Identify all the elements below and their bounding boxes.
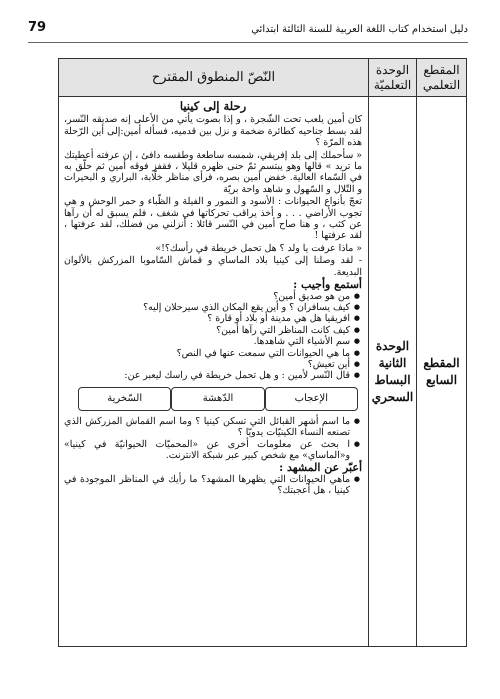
- story-paragraph: كان أمين يلعب تحت الشّجرة ، و إذا بصوت يأتي من الأعلى إنه صديقه النّسر، لقد بسط جناحيه كطائرة ضخمة و نزل بين قدميه، فسأله أمين:إلى أين الرّحلة هذه المرّة ؟: [64, 114, 362, 149]
- story-paragraph: « ماذا عرفت يا ولد ؟ هل تحمل خريطة في رأسك؟!»: [155, 242, 362, 254]
- question-item: ● ما هي الحيوانات التي سمعت عنها في النص؟: [64, 348, 350, 359]
- question-item: ● سم الأشياء التي شاهدها.: [64, 336, 350, 347]
- questions-list: [64, 291, 362, 382]
- question-item: ● قال النّسر لأمين : و هل تحمل خريطة في راسك ليعبر عن:: [64, 370, 350, 381]
- header-unit: الوحدة التعلميّة: [369, 59, 417, 97]
- questions-heading: أستمع وأجيب :: [293, 278, 362, 292]
- page-header: [28, 22, 468, 38]
- question-item: ● أين تعيش؟: [64, 359, 350, 370]
- scene-item: ● ماهي الحيوانات التي يظهرها المشهد؟ ما رأيك في المناظر الموجودة في كينيا ، هل أعجبتك؟: [64, 474, 350, 497]
- question-item: ● من هو صديق أمين؟: [64, 291, 350, 302]
- lesson-table: [58, 58, 467, 647]
- story-paragraph: « سأحملك إلى بلد إفريقي، شمسه ساطعة وطقسه دافئ ، إن عرفته أعطيتك ما تريد » قالها وهو يبتسم ثمّ حنى ظهره قليلا ، فقفز فوقه أمين ثم حلّق به في السّماء العالية. خفض أمين بصره، فرأى مناظر خلّابة، البراري و البحيرات و التّلال و السّهول و شاهد واحة بريّة: [64, 149, 362, 195]
- header-segment: المقطع التعلمي: [417, 59, 467, 97]
- story-paragraph: - لقد وصلنا إلى كينيا بلاد الماساي و قماش السّاموبا المزركش بالألوان البديعة.: [64, 255, 362, 278]
- header-text: النّصّ المنطوق المقترح: [59, 59, 369, 97]
- header-rule: [28, 42, 468, 43]
- question-item: ● ا بحث عن معلومات أخرى عن «المحميّات الحيوانيّة في كينيا» و«الماساي» مع شخص كبير عبر شبكة الانترنت.: [64, 439, 350, 462]
- question-item: ● كيف كانت المناظر التي رآها أمين؟: [64, 325, 350, 336]
- text-cell: [59, 97, 369, 647]
- answer-choices: [78, 387, 358, 411]
- story-paragraph: تعجّ بأنواع الحيوانات : الأسود و النمور و الفيلة و الظّباء و حمر الوحش و هي تجوب الأراضي . . . و أخذ يراقب تحركاتها في شغف ، فلم يسبق له أن رآها عن كثب ، و هنا صاح أمين في النّسر قائلا : أنزلني من فضلك، لقد عرفتها ، لقد عرفتها !: [64, 196, 362, 242]
- choice-mockery: السّخرية: [78, 387, 171, 411]
- segment-cell: المقطع السابع: [417, 97, 467, 647]
- extra-questions: [64, 416, 362, 462]
- scene-list: [64, 474, 362, 497]
- choice-surprise: الدّهشة: [171, 387, 264, 411]
- scene-heading: أعبّر عن المشهد :: [279, 461, 362, 475]
- question-item: ● كيف يسافران ؟ و أين يقع المكان الذي سيرحلان إليه؟: [64, 302, 350, 313]
- book-title: دليل استخدام كتاب اللغة العربية للسنة الثالثة ابتدائي: [251, 24, 468, 35]
- question-item: ● افريقيا هل هي مدينة أو بلاد أو قارة ؟: [64, 313, 350, 324]
- unit-cell: الوحدة الثانية البساط السحري: [369, 97, 417, 647]
- story-title: رحلة إلى كينيا: [179, 99, 247, 113]
- page-number: 79: [28, 20, 47, 35]
- choice-admiration: الإعجاب: [265, 387, 358, 411]
- question-item: ● ما اسم أشهر القبائل التي تسكن كينيا ؟ وما اسم القماش المزركش الذي تصنعه النساء الكينيّات يدويّا ؟: [64, 416, 350, 439]
